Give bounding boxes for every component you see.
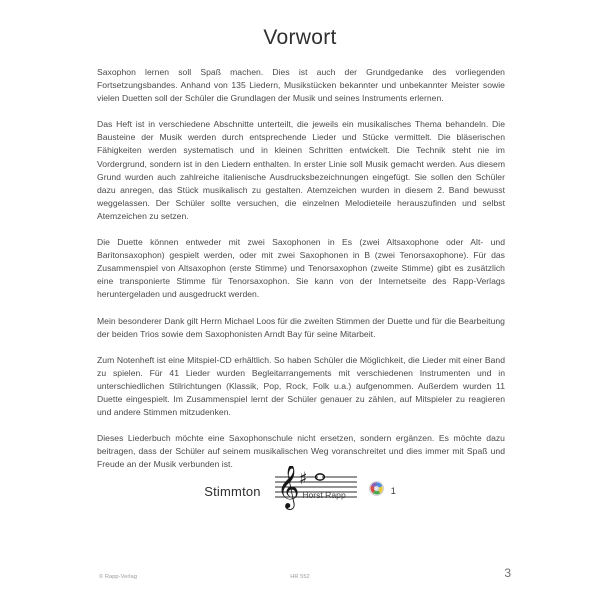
paragraph: Mein besonderer Dank gilt Herrn Michael Loos für die zweiten Stimmen der Duette und für die Bearbeitung der beiden Trios sowie dem Saxophonisten Arndt Bay für seine Mitarbeit. [97, 315, 505, 339]
stimmton-label: Stimmton [204, 483, 261, 499]
footer-page-number: 3 [504, 566, 511, 580]
cd-track-indicator [369, 481, 396, 501]
footer-catalog-number: HR 552 [290, 574, 310, 580]
footer-copyright: © Rapp-Verlag [99, 574, 138, 580]
paragraph: Das Heft ist in verschiedene Abschnitte unterteilt, die jeweils ein musikalisches Thema behandeln. Die Bausteine der Musik werden durch entsprechende Lieder und Stücke vermittelt. Die bläserischen Fähigkeiten werden systematisch und in kleinen Schritten entwickelt. Die Technik steht nie im Vordergrund, sondern ist in den Liedern enthalten. In erster Linie soll Musik gemacht werden. Aus diesem Grund wurden auch zahlreiche italienische Ausdrucksbezeichnungen eingefügt. Sie sollen den Schüler dazu anregen, das Stück musikalisch zu gestalten. Atemzeichen wurden in diesem 2. Band bewusst weggelassen. Der Schüler sollte versuchen, die einzelnen Melodieteile herauszufinden und selbst Atemzeichen zu setzen. [97, 119, 505, 221]
stimmton-section [0, 466, 600, 516]
paragraph: Zum Notenheft ist eine Mitspiel-CD erhältlich. So haben Schüler die Möglichkeit, die Lieder mit einer Band zu spielen. Für 41 Lieder wurden Begleitarrangements mit verschiedenen Instrumenten und in unterschiedlichen Stilrichtungen (Klassik, Pop, Rock, Folk u.a.) aufgenommen. Außerdem wurden 11 Duette eingespielt. Im Zusammenspiel lernt der Schüler genauer zu zählen, auf Mitspieler zu reagieren und andere Stimmen mitzudenken. [97, 354, 505, 418]
paragraph: Die Duette können entweder mit zwei Saxophonen in Es (zwei Altsaxophone oder Alt- und Baritonsaxophon) gespielt werden, oder mit zwei Saxophonen in B (zwei Tenorsaxophone). Für das Zusammenspiel von Altsaxophon (erste Stimme) und Tenorsaxophon (zweite Stimme) gibt es zusätzlich eine transponierte Stimme für Tenorsaxophon. Sie kann von der Internetseite des Rapp-Verlags heruntergeladen und ausgedruckt werden. [97, 237, 505, 300]
author-signature: Horst Rapp [302, 490, 346, 501]
cd-disc-icon [369, 481, 384, 501]
sharp-icon: ♯ [298, 469, 307, 489]
page-title: Vorwort [263, 26, 337, 49]
music-staff [273, 466, 359, 516]
paragraph: Dieses Liederbuch möchte eine Saxophonschule nicht ersetzen, sondern ergänzen. Es möchte dazu beitragen, dass der Schüler auf seinem musikalischen Weg voranschreitet und dies immer mit Spaß und Freude an der Musik verbunden ist. [97, 433, 505, 470]
paragraph: Saxophon lernen soll Spaß machen. Dies ist auch der Grundgedanke des vorliegenden Fortsetzungsbandes. Anhand von 135 Liedern, Musikstücken bekannter und unbekannter Meister sowie vielen Duetten soll der Schüler die Grundlagen der Musik und seines Instruments erlernen. [97, 67, 505, 104]
page-footer [0, 566, 600, 588]
document-body [97, 66, 505, 502]
cd-track-number: 1 [390, 486, 396, 496]
treble-clef-icon: 𝄞 [276, 466, 300, 508]
